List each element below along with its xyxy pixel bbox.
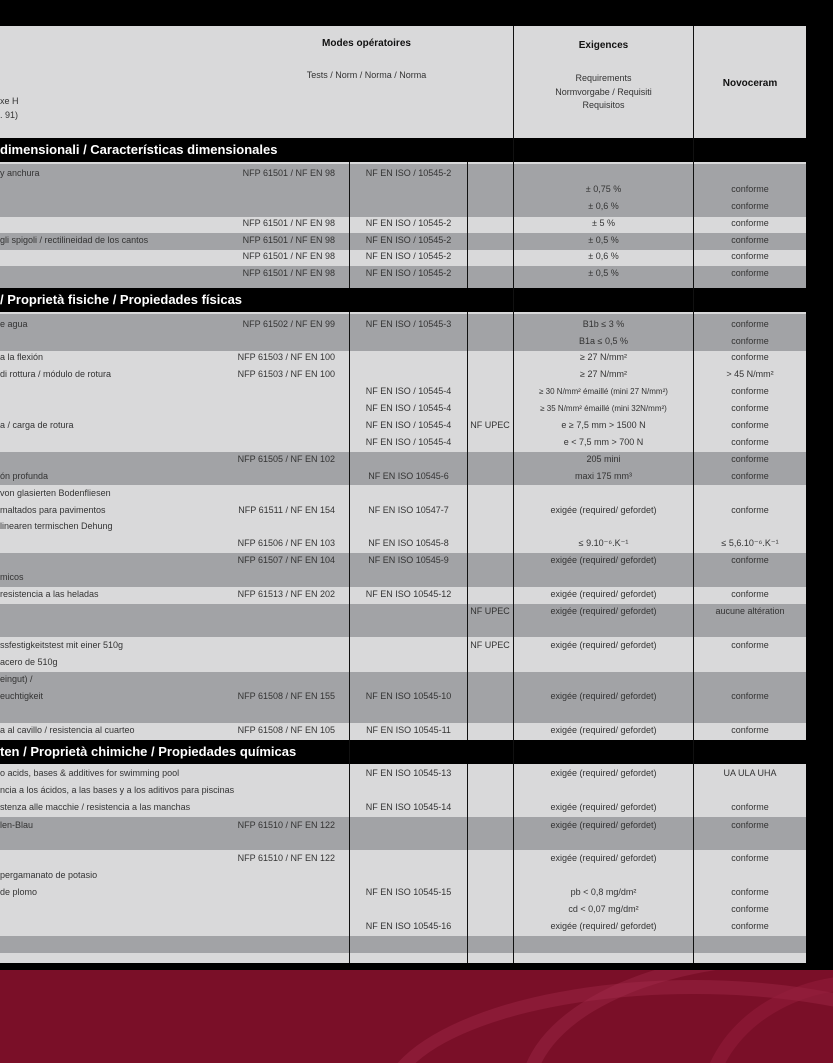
novoceram-value: conforme — [731, 386, 769, 396]
requirement-value: exigée (required/ gefordet) — [550, 555, 657, 565]
property-label: eingut) / — [0, 674, 33, 684]
section-physical — [0, 288, 806, 312]
property-label: e agua — [0, 319, 28, 329]
requirement-value: ± 0,75 % — [585, 184, 622, 194]
requirement-value: exigée (required/ gefordet) — [550, 691, 657, 701]
novoceram-value: conforme — [731, 352, 769, 362]
property-label: di rottura / módulo de rotura — [0, 369, 112, 379]
section-dimensional — [0, 138, 806, 162]
requirement-value: exigée (required/ gefordet) — [550, 640, 657, 650]
novoceram-value: conforme — [731, 555, 769, 565]
exigences-sub-2: Normvorgabe / Requisiti — [555, 87, 652, 97]
novoceram-value: conforme — [731, 904, 769, 914]
section-chemical — [0, 740, 806, 764]
iso-norm: NF EN ISO 10545-16 — [365, 921, 452, 931]
iso-norm: NF EN ISO 10545-6 — [368, 471, 449, 481]
property-label: a la flexión — [0, 352, 44, 362]
requirement-value: ± 0,5 % — [588, 235, 619, 245]
iso-norm: NF EN ISO / 10545-2 — [365, 251, 452, 261]
requirement-value: exigée (required/ gefordet) — [550, 921, 657, 931]
property-label: a / carga de rotura — [0, 420, 74, 430]
novoceram-value: conforme — [731, 201, 769, 211]
modes-subtitle: Tests / Norm / Norma / Norma — [306, 70, 427, 80]
requirement-value: ± 0,5 % — [588, 268, 619, 278]
novoceram-value: aucune altération — [715, 606, 785, 616]
novoceram-value: > 45 N/mm² — [726, 369, 774, 379]
nf-norm: NFP 61507 / NF EN 104 — [237, 555, 335, 565]
exigences-title: Exigences — [578, 40, 629, 51]
requirement-value: ± 5 % — [592, 218, 615, 228]
novoceram-value: conforme — [731, 268, 769, 278]
requirement-value: exigée (required/ gefordet) — [550, 853, 657, 863]
iso-norm: NF EN ISO / 10545-4 — [365, 386, 452, 396]
property-label: ncia a los ácidos, a las bases y a los aditivos para piscinas — [0, 785, 235, 795]
iso-norm: NF EN ISO / 10545-2 — [365, 168, 452, 178]
nf-norm: NFP 61501 / NF EN 98 — [242, 218, 335, 228]
column-divider — [467, 312, 468, 740]
novoceram-header: Novoceram — [722, 78, 778, 89]
novoceram-value: conforme — [731, 691, 769, 701]
decorative-footer — [0, 970, 833, 1063]
exigences-sub-3: Requisitos — [582, 100, 625, 110]
column-divider — [349, 162, 350, 288]
novoceram-value: conforme — [731, 218, 769, 228]
requirement-value: exigée (required/ gefordet) — [550, 768, 657, 778]
nf-norm: NFP 61501 / NF EN 98 — [242, 268, 335, 278]
requirement-value: cd < 0,07 mg/dm² — [568, 904, 639, 914]
column-divider — [349, 312, 350, 963]
left-fragment-2: . 91) — [0, 110, 19, 120]
nf-norm: NFP 61505 / NF EN 102 — [237, 454, 335, 464]
iso-norm: NF EN ISO 10545-14 — [365, 802, 452, 812]
nf-norm: NFP 61503 / NF EN 100 — [237, 352, 335, 362]
column-divider — [467, 162, 468, 288]
property-label: micos — [0, 572, 24, 582]
requirement-value: ≤ 9.10⁻⁶.K⁻¹ — [578, 538, 629, 548]
nf-norm: NFP 61506 / NF EN 103 — [237, 538, 335, 548]
iso-norm: NF EN ISO 10545-15 — [365, 887, 452, 897]
property-label: resistencia a las heladas — [0, 589, 99, 599]
iso-norm: NF EN ISO / 10545-2 — [365, 218, 452, 228]
novoceram-value: conforme — [731, 471, 769, 481]
requirement-value: maxi 175 mm³ — [574, 471, 632, 481]
property-label: y anchura — [0, 168, 40, 178]
nf-norm: NFP 61508 / NF EN 105 — [237, 725, 335, 735]
novoceram-value: conforme — [731, 235, 769, 245]
section-title: dimensionali / Características dimensionales — [0, 142, 278, 157]
property-label: de plomo — [0, 887, 38, 897]
novoceram-value: conforme — [731, 437, 769, 447]
exigences-sub-1: Requirements — [575, 73, 632, 83]
modes-title: Modes opératoires — [322, 38, 411, 49]
iso-norm: NF EN ISO / 10545-3 — [365, 319, 452, 329]
iso-norm: NF EN ISO 10545-8 — [368, 538, 449, 548]
novoceram-value: conforme — [731, 454, 769, 464]
property-label: stenza alle macchie / resistencia a las manchas — [0, 802, 191, 812]
novoceram-value: conforme — [731, 184, 769, 194]
requirement-value: exigée (required/ gefordet) — [550, 820, 657, 830]
iso-norm: NF EN ISO / 10545-4 — [365, 403, 452, 413]
upec-norm: NF UPEC — [470, 606, 510, 616]
iso-norm: NF EN ISO 10545-12 — [365, 589, 452, 599]
section-title: / Proprietà fisiche / Propiedades físicas — [0, 292, 243, 307]
nf-norm: NFP 61511 / NF EN 154 — [238, 505, 335, 515]
nf-norm: NFP 61501 / NF EN 98 — [242, 168, 335, 178]
nf-norm: NFP 61510 / NF EN 122 — [237, 820, 335, 830]
novoceram-value: conforme — [731, 251, 769, 261]
requirement-value: ≥ 27 N/mm² — [580, 369, 627, 379]
novoceram-value: conforme — [731, 420, 769, 430]
nf-norm: NFP 61502 / NF EN 99 — [242, 319, 335, 329]
column-divider — [693, 26, 694, 963]
section-title: ten / Proprietà chimiche / Propiedades químicas — [0, 744, 297, 759]
property-label: o acids, bases & additives for swimming pool — [0, 768, 180, 778]
nf-norm: NFP 61508 / NF EN 155 — [237, 691, 335, 701]
nf-norm: NFP 61510 / NF EN 122 — [237, 853, 335, 863]
nf-norm: NFP 61501 / NF EN 98 — [242, 235, 335, 245]
property-label: ssfestigkeitstest mit einer 510g — [0, 640, 124, 650]
iso-norm: NF EN ISO 10545-10 — [365, 691, 452, 701]
iso-norm: NF EN ISO / 10545-2 — [365, 268, 452, 278]
column-divider — [467, 764, 468, 963]
novoceram-value: conforme — [731, 725, 769, 735]
iso-norm: NF EN ISO 10545-9 — [368, 555, 449, 565]
left-fragment-1: xe H — [0, 96, 19, 106]
requirement-value: pb < 0,8 mg/dm² — [570, 887, 637, 897]
property-label: acero de 510g — [0, 657, 58, 667]
novoceram-value: conforme — [731, 319, 769, 329]
requirement-value: exigée (required/ gefordet) — [550, 802, 657, 812]
requirement-value: ≥ 30 N/mm² émaillé (mini 27 N/mm²) — [539, 387, 668, 396]
property-label: linearen termischen Dehung — [0, 521, 113, 531]
novoceram-value: conforme — [731, 505, 769, 515]
table-header — [0, 26, 806, 138]
requirement-value: exigée (required/ gefordet) — [550, 505, 657, 515]
novoceram-value: ≤ 5,6.10⁻⁶.K⁻¹ — [721, 538, 779, 548]
property-label: ón profunda — [0, 471, 49, 481]
novoceram-value: conforme — [731, 887, 769, 897]
requirement-value: exigée (required/ gefordet) — [550, 725, 657, 735]
requirement-value: ± 0,6 % — [588, 201, 619, 211]
requirement-value: ± 0,6 % — [588, 251, 619, 261]
requirement-value: ≥ 35 N/mm² émaillé (mini 32N/mm²) — [540, 404, 667, 413]
iso-norm: NF EN ISO 10547-7 — [368, 505, 449, 515]
property-label: maltados para pavimentos — [0, 505, 106, 515]
iso-norm: NF EN ISO 10545-13 — [365, 768, 452, 778]
requirement-value: ≥ 27 N/mm² — [580, 352, 627, 362]
requirement-value: B1b ≤ 3 % — [582, 319, 625, 329]
novoceram-value: conforme — [731, 640, 769, 650]
novoceram-value: conforme — [731, 921, 769, 931]
novoceram-value: conforme — [731, 403, 769, 413]
iso-norm: NF EN ISO 10545-11 — [366, 725, 451, 735]
requirement-value: 205 mini — [586, 454, 621, 464]
property-label: von glasierten Bodenfliesen — [0, 488, 111, 498]
requirement-value: e < 7,5 mm > 700 N — [563, 437, 644, 447]
requirement-value: B1a ≤ 0,5 % — [579, 336, 628, 346]
nf-norm: NFP 61513 / NF EN 202 — [237, 589, 335, 599]
nf-norm: NFP 61501 / NF EN 98 — [242, 251, 335, 261]
novoceram-value: conforme — [731, 853, 769, 863]
requirement-value: e ≥ 7,5 mm > 1500 N — [561, 420, 646, 430]
property-label: pergamanato de potasio — [0, 870, 98, 880]
nf-norm: NFP 61503 / NF EN 100 — [237, 369, 335, 379]
upec-norm: NF UPEC — [470, 640, 510, 650]
iso-norm: NF EN ISO / 10545-4 — [365, 420, 452, 430]
upec-norm: NF UPEC — [470, 420, 510, 430]
iso-norm: NF EN ISO / 10545-2 — [365, 235, 452, 245]
column-divider — [513, 26, 514, 963]
novoceram-value: conforme — [731, 802, 769, 812]
property-label: gli spigoli / rectilineidad de los cantos — [0, 235, 149, 245]
novoceram-value: UA ULA UHA — [723, 768, 777, 778]
properties-table — [0, 26, 806, 963]
iso-norm: NF EN ISO / 10545-4 — [365, 437, 452, 447]
novoceram-value: conforme — [731, 336, 769, 346]
property-label: len-Blau — [0, 820, 34, 830]
requirement-value: exigée (required/ gefordet) — [550, 606, 657, 616]
requirement-value: exigée (required/ gefordet) — [550, 589, 657, 599]
property-label: euchtigkeit — [0, 691, 44, 701]
novoceram-value: conforme — [731, 820, 769, 830]
property-label: a al cavillo / resistencia al cuarteo — [0, 725, 135, 735]
novoceram-value: conforme — [731, 589, 769, 599]
row-band — [0, 936, 806, 953]
